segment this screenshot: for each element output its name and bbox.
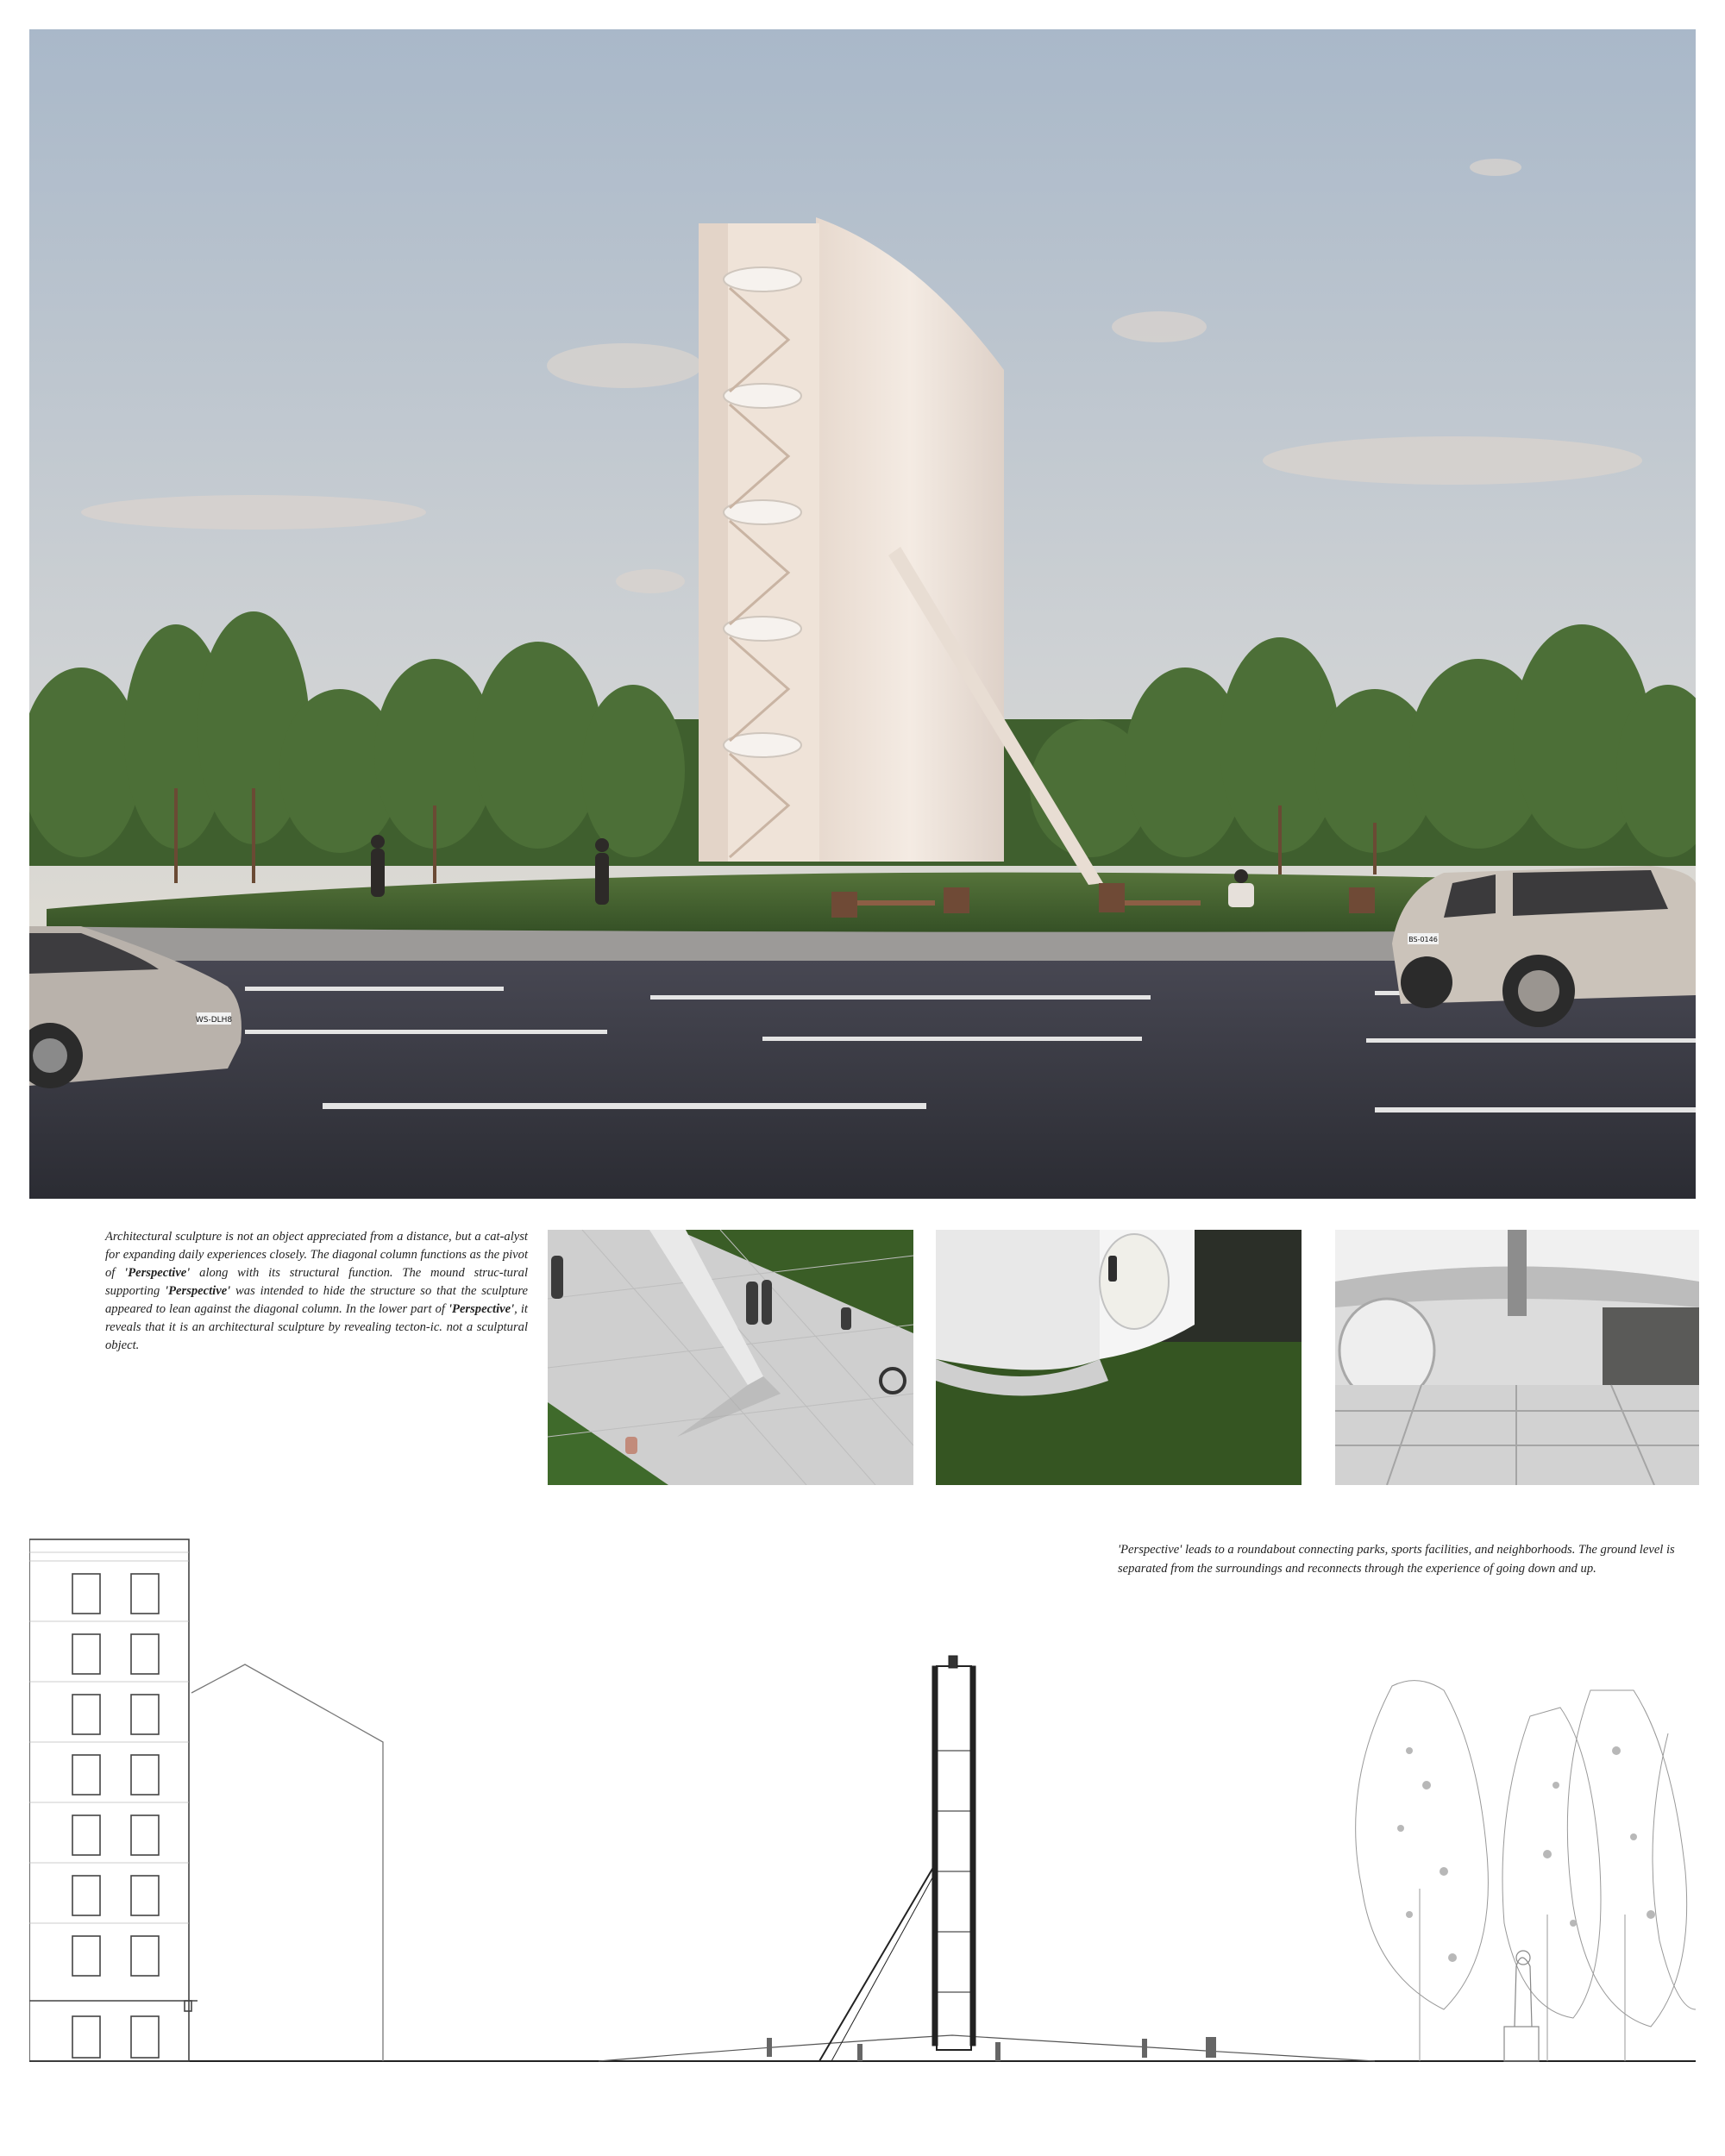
project-description (105, 1228, 528, 1355)
apartment-building (29, 1539, 198, 2061)
term-perspective-2: 'Perspective' (165, 1284, 231, 1298)
gabled-building (191, 1664, 383, 2061)
render-base-detail (936, 1230, 1302, 1485)
render-aerial-plaza (548, 1230, 913, 1485)
brick-texture (29, 1552, 189, 1923)
description-part-3: was intended to hide the structure so that the sculpture appeared to lean against the diagonal column. In the lower part of (105, 1284, 528, 1316)
elevation-trees (1356, 1681, 1696, 2061)
plate-left: WS-DLH8 (195, 1016, 233, 1025)
render-interior (1335, 1230, 1699, 1485)
elevation-caption: 'Perspective' leads to a roundabout connecting parks, sports facilities, and neighborhoods. The ground level is separated from the surroundings and reconnects through the experience of going down and up. (1118, 1543, 1675, 1576)
description-part-2: along with its structural function. The mound struc-tural supporting (105, 1266, 529, 1298)
mound-profile (599, 2035, 1375, 2061)
elevation-drawing (29, 1526, 1696, 2078)
term-perspective-3: 'Perspective' (448, 1302, 515, 1316)
description-part-1: Architectural sculpture is not an object appreciated from a distance, but a cat-alyst for expanding daily experiences closely. The diagonal column functions as the pivot of (105, 1230, 528, 1280)
plate-right: BS-0146 (1408, 936, 1438, 943)
description-part-4: , it reveals that it is an architectural sculpture by revealing tecton-ic. not a sculptural object. (105, 1302, 528, 1352)
tree-foliage-texture (1397, 1746, 1655, 1962)
tower-section (819, 1656, 975, 2061)
statue (1504, 1951, 1539, 2061)
hero-render (29, 29, 1696, 1199)
elevation-people (767, 2037, 1216, 2061)
term-perspective-1: 'Perspective' (124, 1266, 191, 1280)
